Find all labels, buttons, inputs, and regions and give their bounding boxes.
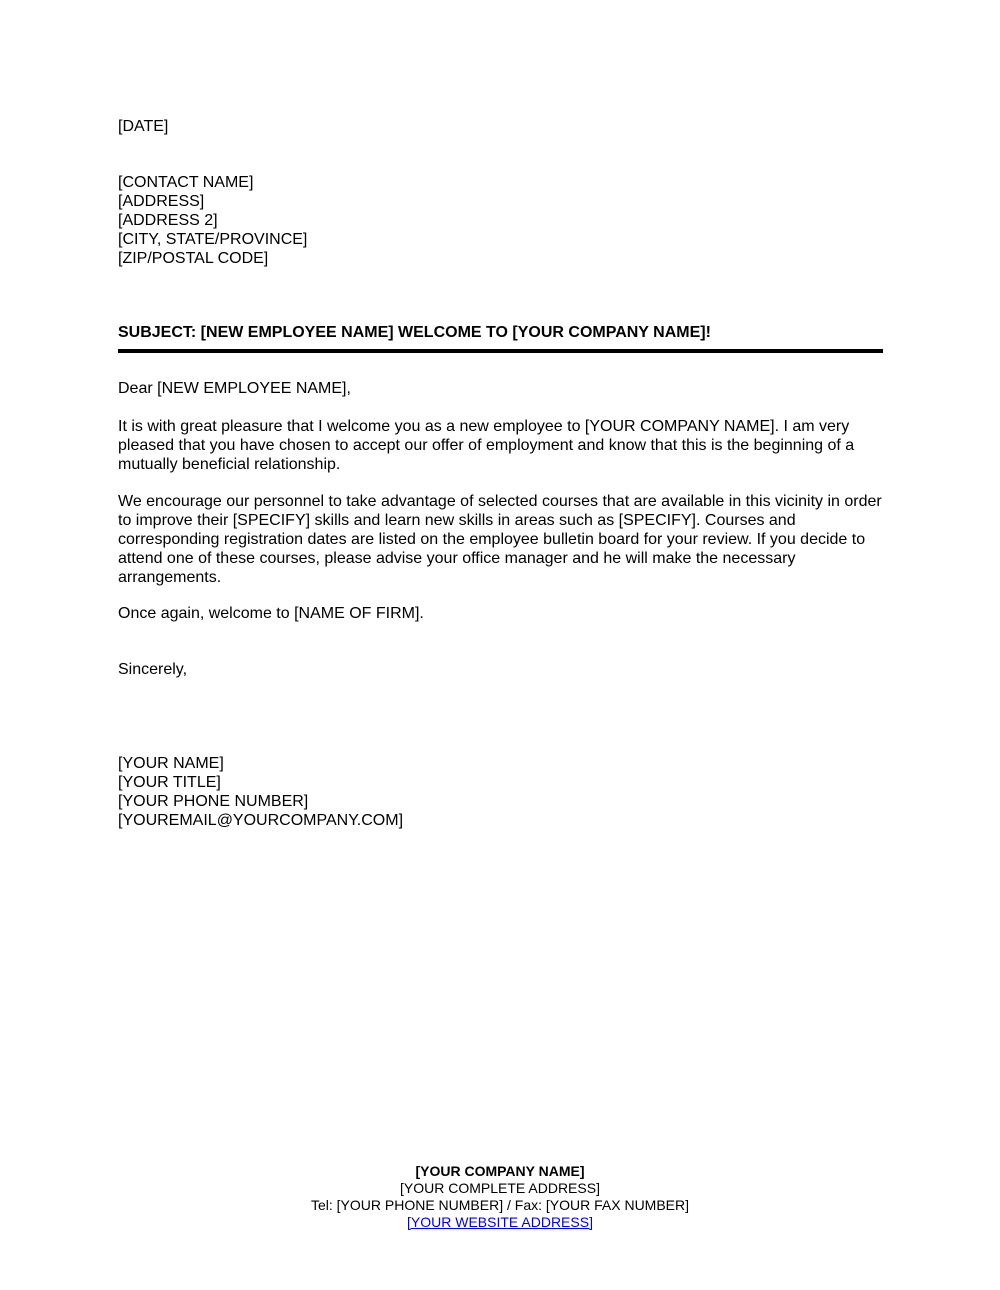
signature-name: [YOUR NAME] <box>118 755 224 772</box>
subject-text: SUBJECT: [NEW EMPLOYEE NAME] WELCOME TO [YOUR COMPANY NAME]! <box>118 324 711 341</box>
footer-contact: Tel: [YOUR PHONE NUMBER] / Fax: [YOUR FAX NUMBER] <box>310 1197 690 1213</box>
paragraph-text: It is with great pleasure that I welcome you as a new employee to [YOUR COMPANY NAME]. I am very pleased that you have chosen to accept our offer of employment and know that this is the beginning of a mutually beneficial relationship. <box>118 418 855 473</box>
recipient-zip: [ZIP/POSTAL CODE] <box>118 250 269 267</box>
paragraph-text: We encourage our personnel to take advantage of selected courses that are available in this vicinity in order to improve their [SPECIFY] skills and learn new skills in areas such as [SPECIFY]. Courses and corresponding registration dates are listed on the employee bulletin board for your review. If you decide to attend one of these courses, please advise your office manager and he will make the necessary arrangements. <box>118 493 882 586</box>
signature-email: [YOUREMAIL@YOURCOMPANY.COM] <box>118 812 404 829</box>
recipient-address-block <box>118 173 883 268</box>
body-paragraph-2 <box>118 492 883 587</box>
recipient-address: [ADDRESS] <box>118 193 205 210</box>
subject-divider <box>118 349 883 353</box>
greeting-text: Dear [NEW EMPLOYEE NAME], <box>118 380 351 397</box>
closing <box>118 660 883 679</box>
body-paragraph-3 <box>118 604 883 623</box>
letter-footer <box>0 1163 1000 1231</box>
closing-text: Sincerely, <box>118 661 188 678</box>
signature-block <box>118 754 883 830</box>
footer-company-name: [YOUR COMPANY NAME] <box>415 1163 585 1179</box>
footer-address: [YOUR COMPLETE ADDRESS] <box>400 1180 600 1196</box>
body-paragraph-1 <box>118 417 883 474</box>
footer-website-link[interactable]: [YOUR WEBSITE ADDRESS] <box>407 1214 593 1230</box>
signature-title: [YOUR TITLE] <box>118 774 221 791</box>
letter-date <box>118 117 883 136</box>
subject-line <box>118 323 883 342</box>
greeting <box>118 379 883 398</box>
recipient-contact-name: [CONTACT NAME] <box>118 174 254 191</box>
signature-phone: [YOUR PHONE NUMBER] <box>118 793 309 810</box>
date-text: [DATE] <box>118 118 169 135</box>
recipient-city-state: [CITY, STATE/PROVINCE] <box>118 231 308 248</box>
recipient-address-2: [ADDRESS 2] <box>118 212 218 229</box>
paragraph-text: Once again, welcome to [NAME OF FIRM]. <box>118 605 424 622</box>
